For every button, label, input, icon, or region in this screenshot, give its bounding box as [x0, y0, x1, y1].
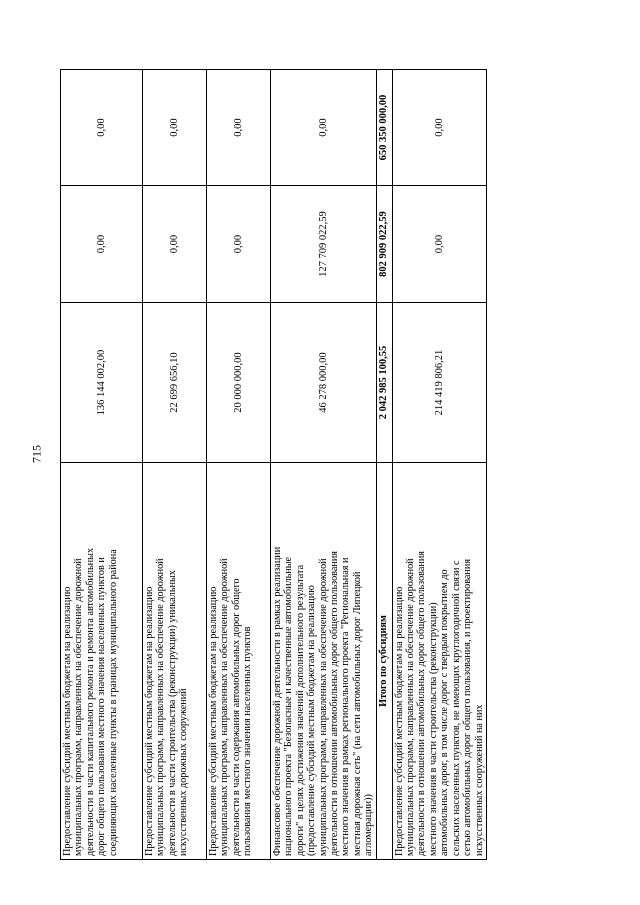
table-body: [61, 70, 487, 860]
table-row: [207, 70, 271, 860]
row-value-3: 0,00: [61, 70, 143, 186]
row-value-3: 0,00: [271, 70, 377, 186]
row-value-2: 802 909 022,59: [376, 186, 392, 303]
table-row: [392, 70, 486, 860]
row-description: Итого по субсидиям: [376, 463, 392, 860]
row-value-1: 2 042 985 100,55: [376, 303, 392, 463]
table-row: [271, 70, 377, 860]
row-description: Предоставление субсидий местным бюджетам на реализацию муниципальных программ, направленных на обеспечение дорожной деятельности в части капитального ремонта и ремонта автомобильных дорог общего пользования местного значения населенных пунктов и соединяющих населенные пункты в границах муниципального района: [61, 463, 143, 860]
row-description: Предоставление субсидий местным бюджетам на реализацию муниципальных программ, направленных на обеспечение дорожной деятельности в части содержания автомобильных дорог общего пользования местного значения населенных пунктов: [207, 463, 271, 860]
total-row: [376, 70, 392, 860]
row-description: Предоставление субсидий местным бюджетам на реализацию муниципальных программ, направленных на обеспечение дорожной деятельности в отношении автомобильных дорог общего пользования местного значения в части строительства (реконструкции) автомобильных дорог, в том числе дорог с твердым покрытием до сельских населенных пунктов, не имеющих круглогодичной связи с сетью автомобильных дорог общего пользования, и проектирования искусственных сооружений на них: [392, 463, 486, 860]
row-value-2: 0,00: [207, 186, 271, 303]
row-value-3: 650 350 000,00: [376, 70, 392, 186]
row-value-2: 0,00: [143, 186, 207, 303]
rotated-table-area: [60, 70, 485, 860]
rotated-table-wrapper: [60, 70, 485, 860]
row-value-2: 0,00: [61, 186, 143, 303]
row-value-1: 214 419 806,21: [392, 303, 486, 463]
row-value-3: 0,00: [143, 70, 207, 186]
table-row: [61, 70, 143, 860]
row-value-1: 20 000 000,00: [207, 303, 271, 463]
row-value-1: 22 699 656,10: [143, 303, 207, 463]
row-description: Предоставление субсидий местным бюджетам на реализацию муниципальных программ, направленных на обеспечение дорожной деятельности в части строительства (реконструкции) уникальных искусственных дорожных сооружений: [143, 463, 207, 860]
row-value-2: 127 709 022,59: [271, 186, 377, 303]
row-description: Финансовое обеспечение дорожной деятельности в рамках реализации национального проекта "Безопасные и качественные автомобильные дороги" в целях достижения значений дополнительного результата (предоставление субсидий местным бюджетам на реализацию муниципальных программ, направленных на обеспечение дорожной деятельности в отношении автомобильных дорог общего пользования местного значения в рамках регионального проекта "Региональная и местная дорожная сеть" (на сети автомобильных дорог Липецкой агломерации)): [271, 463, 377, 860]
row-value-3: 0,00: [207, 70, 271, 186]
row-value-1: 136 144 002,00: [61, 303, 143, 463]
row-value-2: 0,00: [392, 186, 486, 303]
subsidies-table: [60, 69, 487, 860]
table-row: [143, 70, 207, 860]
row-value-3: 0,00: [392, 70, 486, 186]
page-number: 715: [29, 445, 44, 463]
row-value-1: 46 278 000,00: [271, 303, 377, 463]
